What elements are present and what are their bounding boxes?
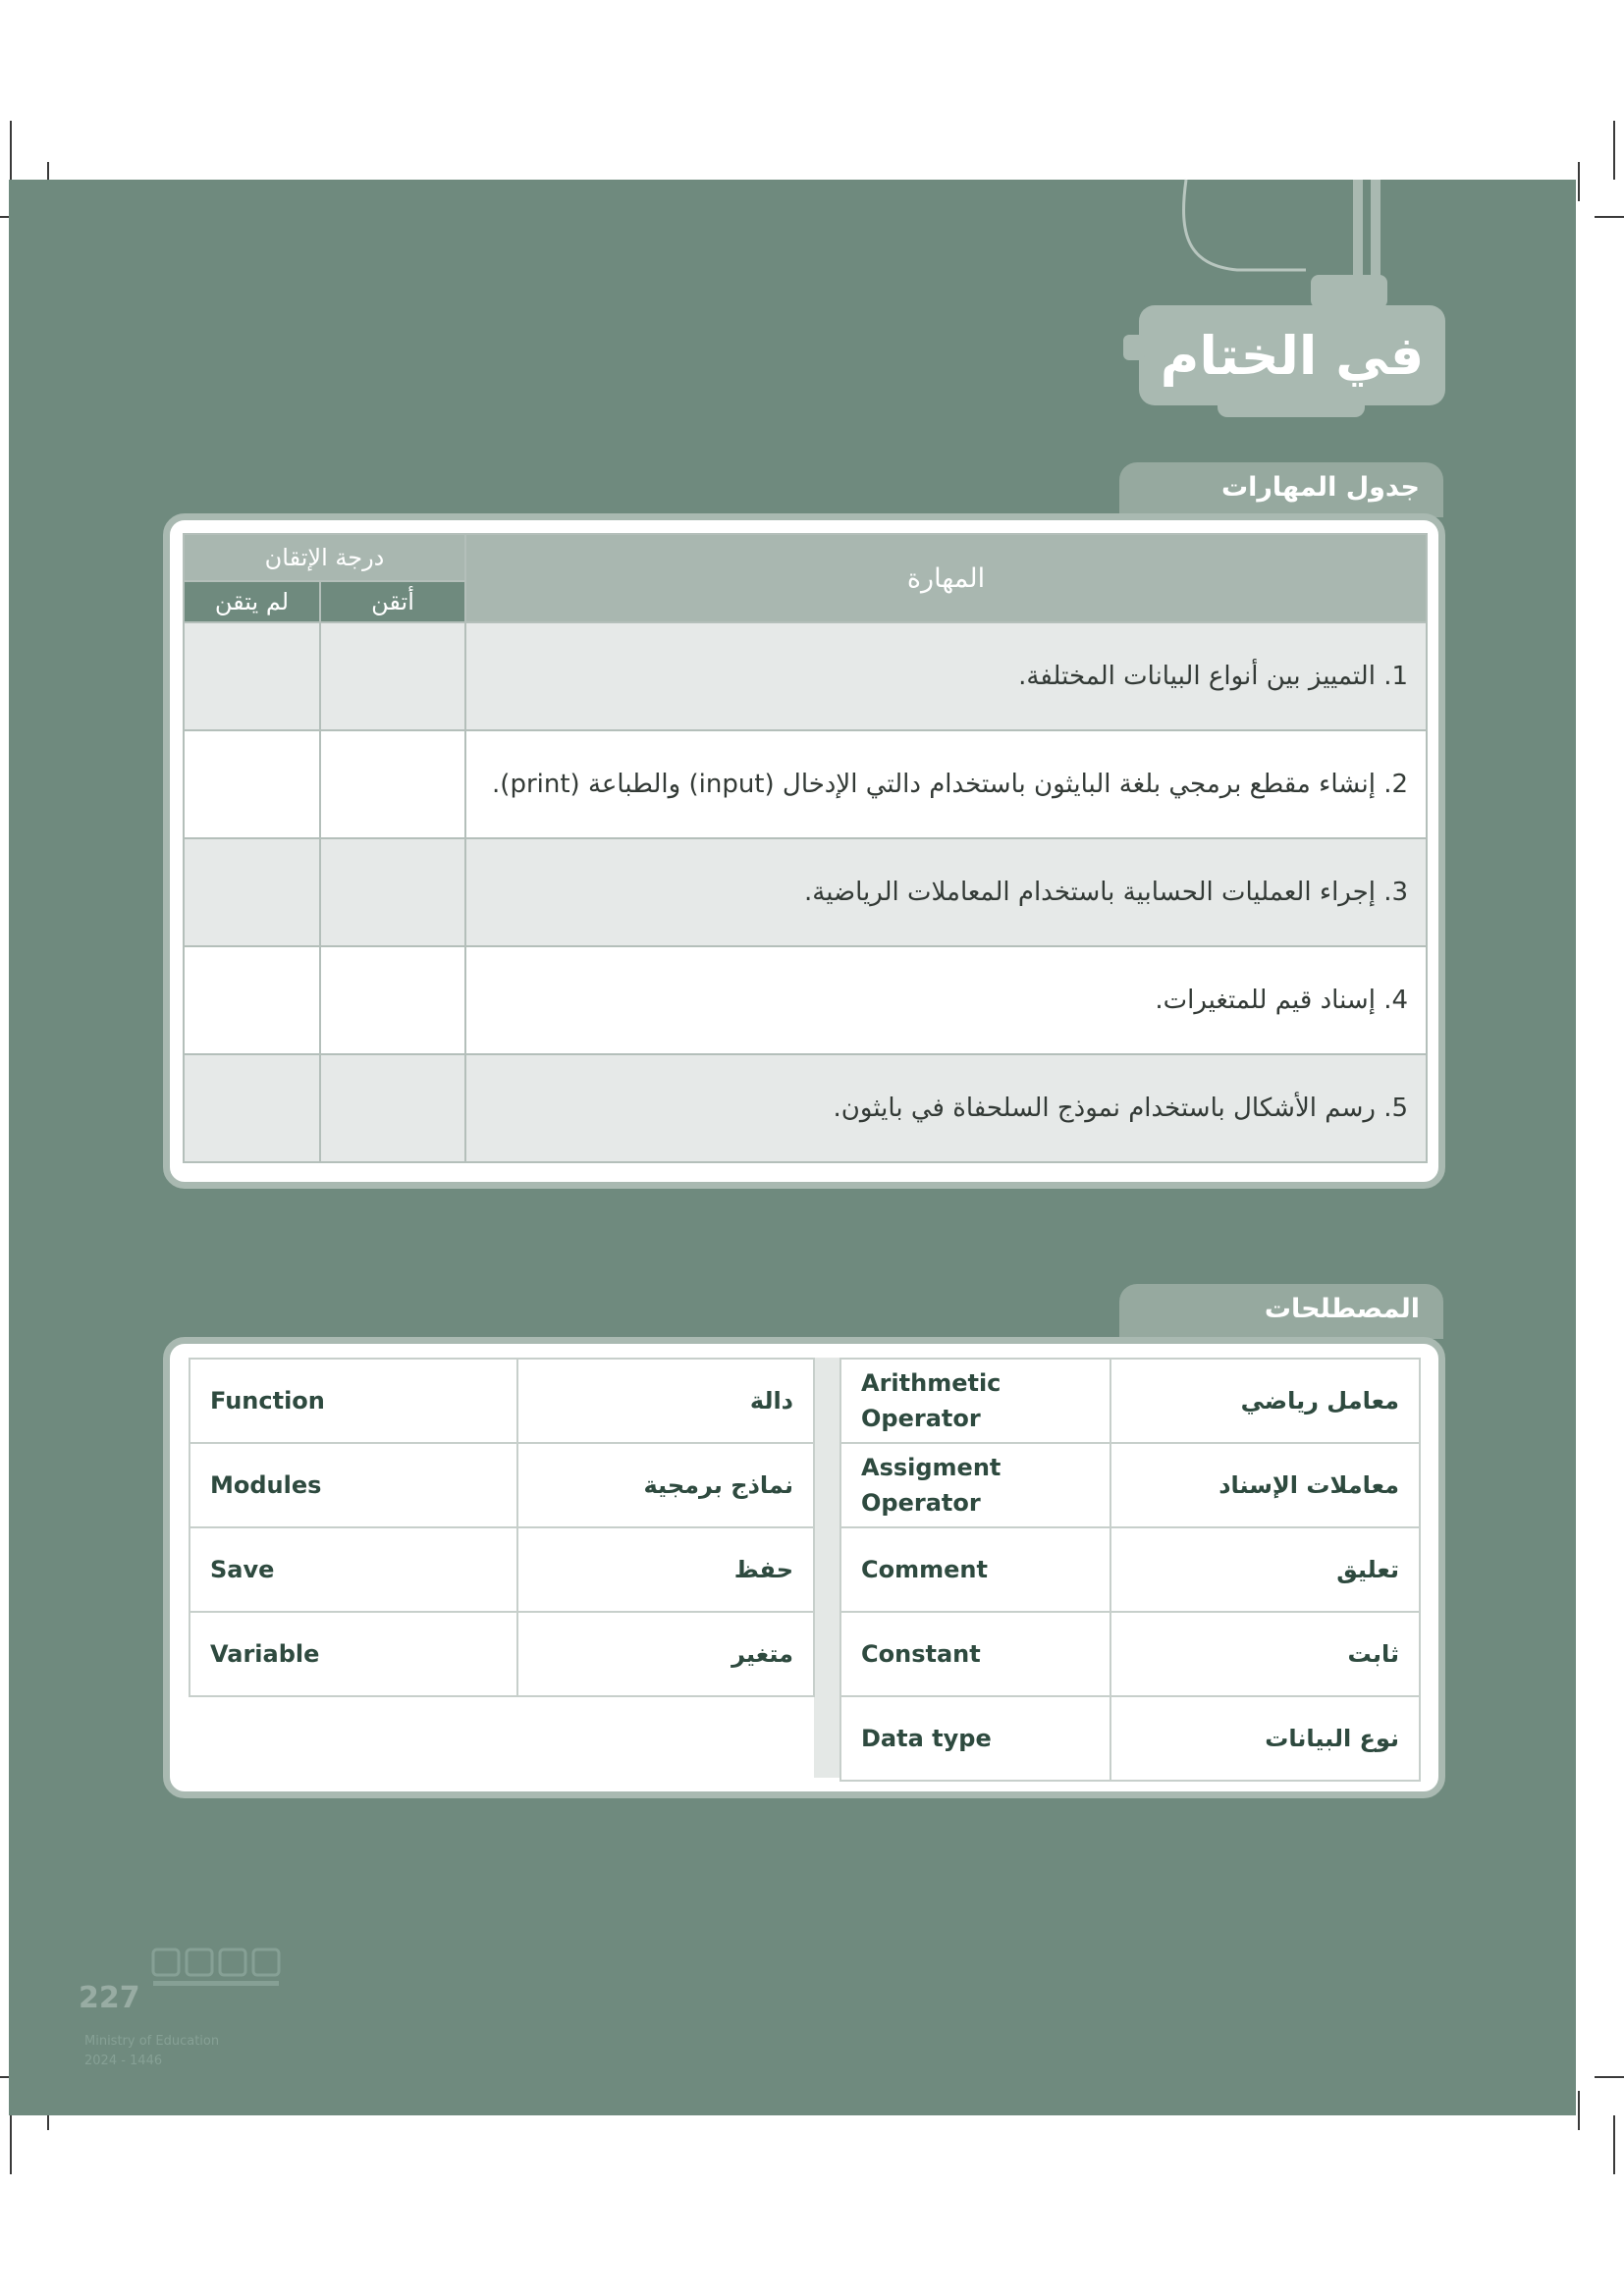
terms-right-table-wrap — [839, 1358, 1421, 1782]
terms-left-table-wrap — [189, 1358, 815, 1697]
term-row — [189, 1612, 814, 1696]
skills-section-tab — [1119, 462, 1443, 517]
not-mastered-cell[interactable] — [184, 838, 320, 946]
term-en: Assigment Operator — [840, 1443, 1110, 1527]
term-row — [189, 1359, 814, 1443]
skill-text: 2. إنشاء مقطع برمجي بلغة البايثون باستخدام دالتي الإدخال (input) والطباعة (print). — [465, 730, 1427, 838]
term-en: Data type — [840, 1696, 1110, 1781]
term-ar: معاملات الإسناد — [1110, 1443, 1420, 1527]
term-en: Arithmetic Operator — [840, 1359, 1110, 1443]
term-en: Constant — [840, 1612, 1110, 1696]
term-row — [840, 1612, 1420, 1696]
term-en: Save — [189, 1527, 517, 1612]
skill-row — [184, 1054, 1427, 1162]
term-en: Modules — [189, 1443, 517, 1527]
skill-text: 3. إجراء العمليات الحسابية باستخدام المعاملات الرياضية. — [465, 838, 1427, 946]
terms-heading: المصطلحات — [1264, 1294, 1420, 1324]
mastered-cell[interactable] — [320, 946, 465, 1054]
term-ar: دالة — [517, 1359, 814, 1443]
term-en: Comment — [840, 1527, 1110, 1612]
term-ar: معامل رياضي — [1110, 1359, 1420, 1443]
skill-row — [184, 838, 1427, 946]
skills-table — [183, 533, 1428, 1163]
term-ar: نوع البيانات — [1110, 1696, 1420, 1781]
not-mastered-cell[interactable] — [184, 1054, 320, 1162]
mastered-cell[interactable] — [320, 838, 465, 946]
not-mastered-cell[interactable] — [184, 946, 320, 1054]
term-ar: نماذج برمجية — [517, 1443, 814, 1527]
term-ar: ثابت — [1110, 1612, 1420, 1696]
term-ar: حفظ — [517, 1527, 814, 1612]
term-row — [189, 1527, 814, 1612]
term-ar: متغير — [517, 1612, 814, 1696]
terms-divider — [814, 1358, 839, 1778]
term-row — [840, 1696, 1420, 1781]
col-degree-header: درجة الإتقان — [184, 534, 465, 581]
term-row — [840, 1443, 1420, 1527]
term-row — [840, 1359, 1420, 1443]
mastered-cell[interactable] — [320, 730, 465, 838]
skill-text: 1. التمييز بين أنواع البيانات المختلفة. — [465, 622, 1427, 730]
skill-text: 4. إسناد قيم للمتغيرات. — [465, 946, 1427, 1054]
term-en: Function — [189, 1359, 517, 1443]
term-ar: تعليق — [1110, 1527, 1420, 1612]
col-mastered-header: أتقن — [320, 581, 465, 622]
skill-row — [184, 730, 1427, 838]
terms-left-table — [189, 1358, 815, 1697]
crop-mark — [1595, 2076, 1624, 2078]
title-tab — [1139, 305, 1445, 405]
page-title: في الختام — [1160, 324, 1425, 387]
year-label: 2024 - 1446 — [84, 2054, 163, 2068]
skill-text: 5. رسم الأشكال باستخدام نموذج السلحفاة في بايثون. — [465, 1054, 1427, 1162]
crop-mark — [1578, 2091, 1580, 2130]
mastered-cell[interactable] — [320, 622, 465, 730]
crop-mark — [1613, 2115, 1615, 2174]
mastered-cell[interactable] — [320, 1054, 465, 1162]
crop-mark — [10, 2115, 12, 2174]
term-en: Variable — [189, 1612, 517, 1696]
ministry-logo-icon — [147, 1942, 295, 1993]
col-skill-header: المهارة — [465, 534, 1427, 622]
skill-row — [184, 946, 1427, 1054]
term-row — [189, 1443, 814, 1527]
terms-right-table — [839, 1358, 1421, 1782]
skill-row — [184, 622, 1427, 730]
terms-section-tab — [1119, 1284, 1443, 1339]
page-number: 227 — [79, 1981, 140, 2015]
not-mastered-cell[interactable] — [184, 730, 320, 838]
ministry-label: Ministry of Education — [84, 2034, 220, 2049]
col-not-mastered-header: لم يتقن — [184, 581, 320, 622]
skills-heading: جدول المهارات — [1220, 472, 1420, 503]
not-mastered-cell[interactable] — [184, 622, 320, 730]
term-row — [840, 1527, 1420, 1612]
